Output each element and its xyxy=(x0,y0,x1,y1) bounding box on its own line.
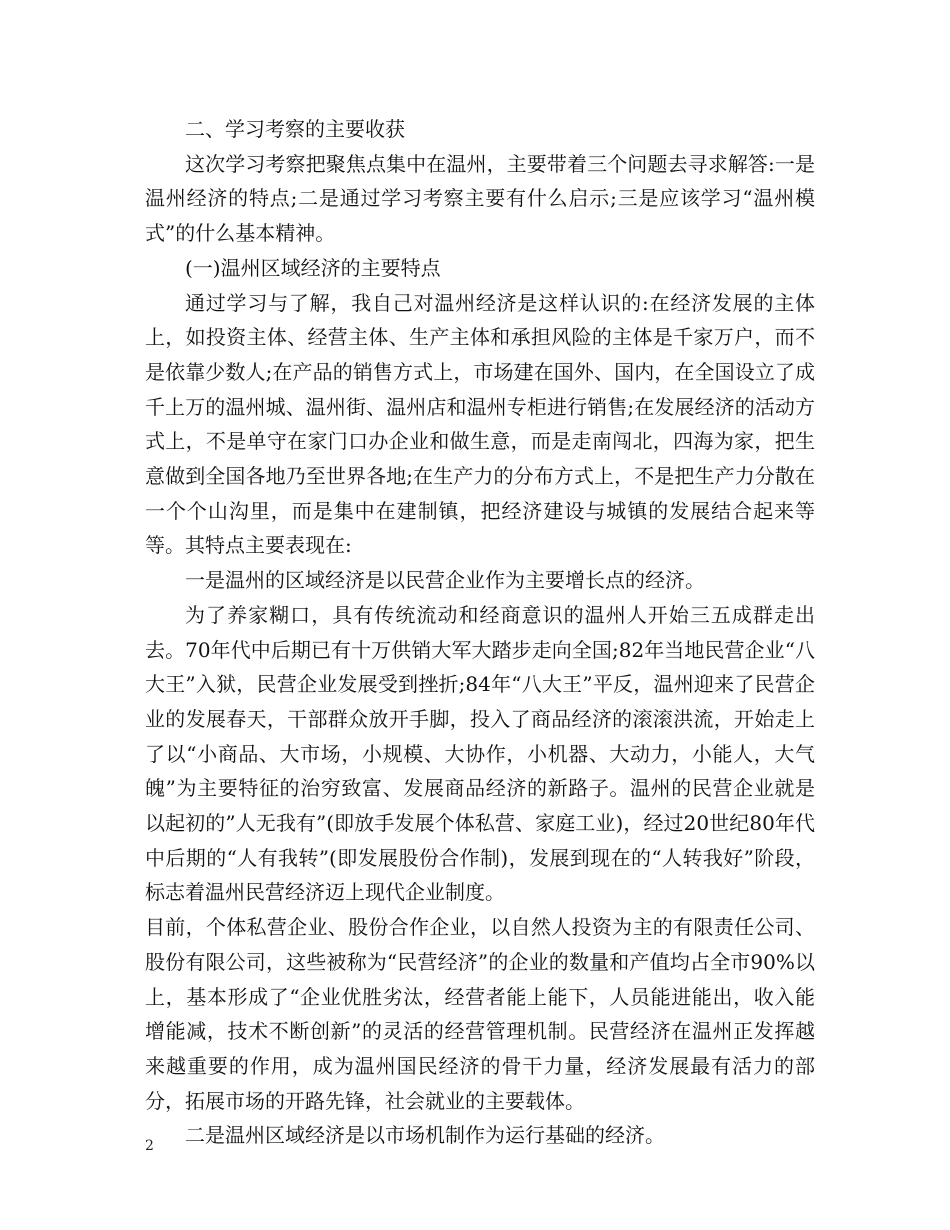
page-number: 2 xyxy=(145,1138,154,1154)
point-one-heading: 一是温州的区域经济是以民营企业作为主要增长点的经济。 xyxy=(185,568,705,593)
paragraph-current: 目前，个体私营企业、股份合作企业，以自然人投资为主的有限责任公司、股份有限公司，这些被称为“民营经济”的企业的数量和产值均占全市90%以上，基本形成了“企业优胜劣汰，经营者能上能下，人员能进能出，收入能增能减，技术不断创新”的灵活的经营管理机制。民营经济在温州正发挥越来越重要的作用，成为温州国民经济的骨干力量，经济发展最有活力的部分，拓展市场的开路先锋，社会就业的主要载体。 xyxy=(145,915,815,1113)
paragraph-intro: 这次学习考察把聚焦点集中在温州，主要带着三个问题去寻求解答:一是温州经济的特点;二是通过学习考察主要有什么启示;三是应该学习“温州模式”的什么基本精神。 xyxy=(145,151,815,246)
point-two-heading: 二是温州区域经济是以市场机制作为运行基础的经济。 xyxy=(185,1123,665,1148)
paragraph-understanding: 通过学习与了解，我自己对温州经济是这样认识的:在经济发展的主体上，如投资主体、经营主体、生产主体和承担风险的主体是千家万户，而不是依靠少数人;在产品的销售方式上，市场建在国外、国内，在全国设立了成千上万的温州城、温州街、温州店和温州专柜进行销售;在发展经济的活动方式上，不是单守在家门口办企业和做生意，而是走南闯北，四海为家，把生意做到全国各地乃至世界各地;在生产力的分布方式上，不是把生产力分散在一个个山沟里，而是集中在建制镇，把经济建设与城镇的发展结合起来等等。其特点主要表现在: xyxy=(145,290,815,558)
subsection-heading: (一)温州区域经济的主要特点 xyxy=(185,255,441,280)
section-heading: 二、学习考察的主要收获 xyxy=(185,117,405,141)
paragraph-history: 为了养家糊口，具有传统流动和经商意识的温州人开始三五成群走出去。70年代中后期已有十万供销大军大踏步走向全国;82年当地民营企业“八大王”入狱，民营企业发展受到挫折;84年“八大王”平反，温州迎来了民营企业的发展春天，干部群众放开手脚，投入了商品经济的滚滚洪流，开始走上了以“小商品、大市场，小规模、大协作，小机器、大动力，小能人，大气魄”为主要特征的治穷致富、发展商品经济的新路子。温州的民营企业就是以起初的”人无我有”(即放手发展个体私营、家庭工业)，经过20世纪80年代中后期的“人有我转”(即发展股份合作制)，发展到现在的“人转我好”阶段，标志着温州民营经济迈上现代企业制度。 xyxy=(145,602,815,905)
document-body xyxy=(145,112,815,1153)
